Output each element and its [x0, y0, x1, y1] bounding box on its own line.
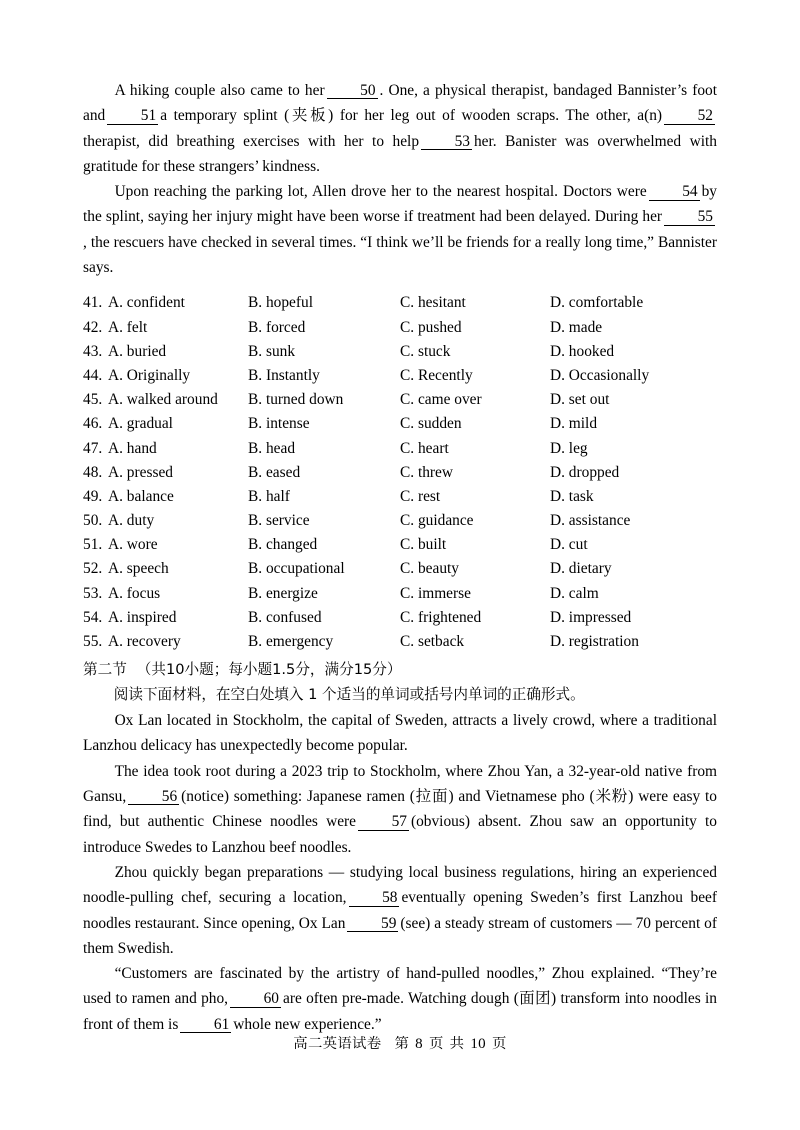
option-row-51: [83, 533, 717, 557]
option-row-45: [83, 388, 717, 412]
s2-paragraph-4: [83, 961, 717, 1037]
option-choice-b[interactable]: B. Instantly: [248, 366, 320, 384]
blank-58[interactable]: 58: [349, 890, 400, 906]
option-choice-a[interactable]: A. gradual: [108, 415, 173, 433]
option-choice-c[interactable]: C. came over: [400, 391, 482, 409]
option-choice-a[interactable]: A. felt: [108, 318, 148, 336]
option-choice-b[interactable]: B. energize: [248, 584, 318, 602]
section-2-label: 第二节: [83, 661, 127, 679]
cloze-p1-seg1: A hiking couple also came to her: [114, 82, 325, 99]
footer-of-label: 共: [449, 1036, 465, 1052]
option-row-49: [83, 485, 717, 509]
blank-50[interactable]: 50: [327, 83, 378, 99]
option-number: 54.: [83, 608, 103, 626]
option-choice-b[interactable]: B. eased: [248, 463, 301, 481]
option-choice-c[interactable]: C. immerse: [400, 584, 471, 602]
option-number: 52.: [83, 560, 103, 578]
option-choice-a[interactable]: A. walked around: [108, 391, 218, 409]
option-choice-d[interactable]: D. calm: [550, 584, 599, 602]
s2-p3-seg2: eventually opening Sweden’s first Lanzhou beef noodles restaurant. Since opening, Ox Lan: [83, 889, 717, 932]
section-2-heading: [83, 658, 717, 682]
option-choice-d[interactable]: D. assistance: [550, 512, 631, 530]
blank-53[interactable]: 53: [421, 134, 472, 150]
option-number: 44.: [83, 366, 103, 384]
option-number: 42.: [83, 318, 103, 336]
option-choice-b[interactable]: B. half: [248, 487, 290, 505]
option-number: 46.: [83, 415, 103, 433]
option-choice-a[interactable]: A. buried: [108, 342, 167, 360]
option-choice-c[interactable]: C. sudden: [400, 415, 462, 433]
option-row-54: [83, 606, 717, 630]
option-row-47: [83, 437, 717, 461]
option-choice-c[interactable]: C. rest: [400, 487, 441, 505]
cloze-p2-seg2: by the splint, saying her injury might have been worse if treatment had been delayed. During her: [83, 183, 717, 226]
option-number: 51.: [83, 536, 103, 554]
option-choice-d[interactable]: D. cut: [550, 536, 588, 554]
option-choice-d[interactable]: D. task: [550, 487, 594, 505]
option-choice-c[interactable]: C. threw: [400, 463, 454, 481]
cloze-p2-seg1: Upon reaching the parking lot, Allen drove her to the nearest hospital. Doctors were: [114, 183, 647, 201]
option-row-48: [83, 461, 717, 485]
cloze-p1-seg5: her. Banister was overwhelmed with gratitude for these strangers’ kindness.: [83, 132, 717, 175]
option-choice-b[interactable]: B. occupational: [248, 560, 345, 578]
cloze-paragraph-1: [83, 78, 717, 179]
cloze-paragraph-2: [83, 179, 717, 280]
option-choice-c[interactable]: C. hesitant: [400, 294, 466, 312]
option-row-41: [83, 291, 717, 315]
option-number: 43.: [83, 342, 103, 360]
footer-page-number: 8: [415, 1036, 423, 1052]
section-2-score: （共10小题；每小题1.5分，满分15分）: [136, 661, 402, 679]
s2-p2-seg2: (notice) something: Japanese ramen (拉面) and Vietnamese pho (米粉) were easy to find, but authentic Chinese noodles were: [83, 788, 717, 831]
s2-paragraph-2: [83, 759, 717, 860]
s2-p3-seg3: (see) a steady stream of customers — 70 percent of them Swedish.: [83, 914, 717, 957]
cloze-options-list: [83, 291, 717, 654]
blank-52[interactable]: 52: [664, 108, 715, 124]
option-choice-c[interactable]: C. frightened: [400, 608, 482, 626]
s2-p2-seg3: (obvious) absent. Zhou saw an opportunity to introduce Swedes to Lanzhou beef noodles.: [83, 813, 717, 856]
s2-p4-seg3: whole new experience.”: [233, 1015, 382, 1033]
option-choice-b[interactable]: B. service: [248, 512, 310, 530]
option-choice-d[interactable]: D. set out: [550, 391, 610, 409]
option-choice-b[interactable]: B. sunk: [248, 342, 296, 360]
s2-paragraph-1: [83, 708, 717, 759]
option-choice-c[interactable]: C. heart: [400, 439, 449, 457]
option-choice-c[interactable]: C. Recently: [400, 366, 473, 384]
cloze-p2-seg3: , the rescuers have checked in several times. “I think we’ll be friends for a really long time,” Bannister says.: [83, 233, 717, 277]
option-row-52: [83, 557, 717, 581]
option-choice-d[interactable]: D. comfortable: [550, 294, 644, 312]
option-choice-a[interactable]: A. wore: [108, 536, 158, 554]
section-2-instruction-text: 阅读下面材料，在空白处填入 1 个适当的单词或括号内单词的正确形式。: [113, 686, 585, 704]
option-row-46: [83, 412, 717, 436]
option-choice-b[interactable]: B. forced: [248, 318, 306, 336]
footer-total-pages: 10: [470, 1036, 486, 1052]
option-row-42: [83, 316, 717, 340]
option-choice-b[interactable]: B. changed: [248, 536, 318, 554]
option-choice-a[interactable]: A. Originally: [108, 366, 191, 384]
option-choice-c[interactable]: C. built: [400, 536, 447, 554]
blank-60[interactable]: 60: [230, 991, 281, 1007]
s2-paragraph-3: [83, 860, 717, 961]
option-choice-c[interactable]: C. guidance: [400, 512, 474, 530]
option-choice-d[interactable]: D. made: [550, 318, 603, 336]
page-content: [83, 78, 717, 1037]
s2-p4-seg1: “Customers are fascinated by the artistry of hand-pulled noodles,” Zhou explained. “They’re used to ramen and pho,: [83, 965, 717, 1008]
option-choice-a[interactable]: A. recovery: [108, 633, 181, 650]
option-choice-a[interactable]: A. inspired: [108, 608, 177, 626]
page-footer: [0, 1032, 800, 1053]
option-choice-a[interactable]: A. hand: [108, 439, 157, 457]
option-number: 45.: [83, 391, 103, 409]
s2-p3-seg1: Zhou quickly began preparations — studying local business regulations, hiring an experienced noodle-pulling chef, securing a location,: [83, 863, 717, 907]
option-number: 49.: [83, 487, 103, 505]
option-number: 53.: [83, 584, 103, 602]
option-choice-a[interactable]: A. duty: [108, 512, 155, 530]
option-choice-b[interactable]: B. turned down: [248, 391, 344, 409]
option-number: 47.: [83, 439, 103, 457]
option-choice-d[interactable]: D. impressed: [550, 608, 632, 626]
option-choice-d[interactable]: D. dropped: [550, 463, 620, 481]
cloze-p1-seg3: a temporary splint (夹板) for her leg out of wooden scraps. The other, a(n): [160, 107, 663, 125]
option-choice-b[interactable]: B. emergency: [248, 633, 334, 650]
option-row-43: [83, 340, 717, 364]
option-choice-a[interactable]: A. speech: [108, 560, 169, 578]
option-choice-c[interactable]: C. pushed: [400, 318, 462, 336]
option-choice-b[interactable]: B. hopeful: [248, 294, 313, 312]
option-choice-a[interactable]: A. focus: [108, 584, 161, 602]
option-row-55: [83, 630, 717, 654]
option-choice-a[interactable]: A. confident: [108, 294, 185, 312]
footer-subject: 高二英语试卷: [293, 1036, 382, 1052]
option-choice-c[interactable]: C. setback: [400, 633, 465, 650]
blank-56[interactable]: 56: [128, 789, 179, 805]
option-number: 50.: [83, 512, 103, 530]
option-number: 48.: [83, 463, 103, 481]
option-number: 41.: [83, 294, 103, 312]
s2-p4-seg2: are often pre-made. Watching dough (面团) transform into noodles in front of them is: [83, 990, 717, 1033]
blank-59[interactable]: 59: [347, 916, 398, 932]
option-choice-d[interactable]: D. mild: [550, 415, 598, 433]
option-choice-b[interactable]: B. intense: [248, 415, 310, 433]
option-number: 55.: [83, 633, 103, 650]
s2-p1-text: Ox Lan located in Stockholm, the capital of Sweden, attracts a lively crowd, where a traditional Lanzhou delicacy has unexpectedly become popular.: [83, 712, 717, 755]
section-2-instruction: [83, 682, 717, 708]
blank-54[interactable]: 54: [649, 184, 700, 200]
option-choice-d[interactable]: D. leg: [550, 439, 588, 457]
footer-total-unit: 页: [491, 1036, 507, 1052]
cloze-p1-seg4: therapist, did breathing exercises with her to help: [83, 132, 420, 150]
option-choice-a[interactable]: A. pressed: [108, 463, 173, 481]
option-choice-b[interactable]: B. head: [248, 439, 296, 457]
footer-page-unit: 页: [428, 1036, 444, 1052]
option-row-50: [83, 509, 717, 533]
cloze-p1-seg2: . One, a physical therapist, bandaged Bannister’s foot and: [83, 82, 717, 125]
blank-61[interactable]: 61: [180, 1017, 231, 1033]
option-choice-b[interactable]: B. confused: [248, 608, 322, 626]
blank-57[interactable]: 57: [358, 814, 409, 830]
option-choice-c[interactable]: C. stuck: [400, 342, 451, 360]
s2-p2-seg1: The idea took root during a 2023 trip to Stockholm, where Zhou Yan, a 32-year-old native from Gansu,: [83, 762, 717, 806]
option-choice-d[interactable]: D. Occasionally: [550, 366, 650, 384]
option-choice-d[interactable]: D. hooked: [550, 342, 615, 360]
blank-55[interactable]: 55: [664, 209, 715, 225]
option-row-44: [83, 364, 717, 388]
footer-page-label: 第: [394, 1036, 410, 1052]
option-row-53: [83, 582, 717, 606]
option-choice-d[interactable]: D. registration: [550, 633, 639, 650]
option-choice-c[interactable]: C. beauty: [400, 560, 459, 578]
option-choice-d[interactable]: D. dietary: [550, 560, 612, 578]
option-choice-a[interactable]: A. balance: [108, 487, 174, 505]
blank-51[interactable]: 51: [107, 108, 158, 124]
